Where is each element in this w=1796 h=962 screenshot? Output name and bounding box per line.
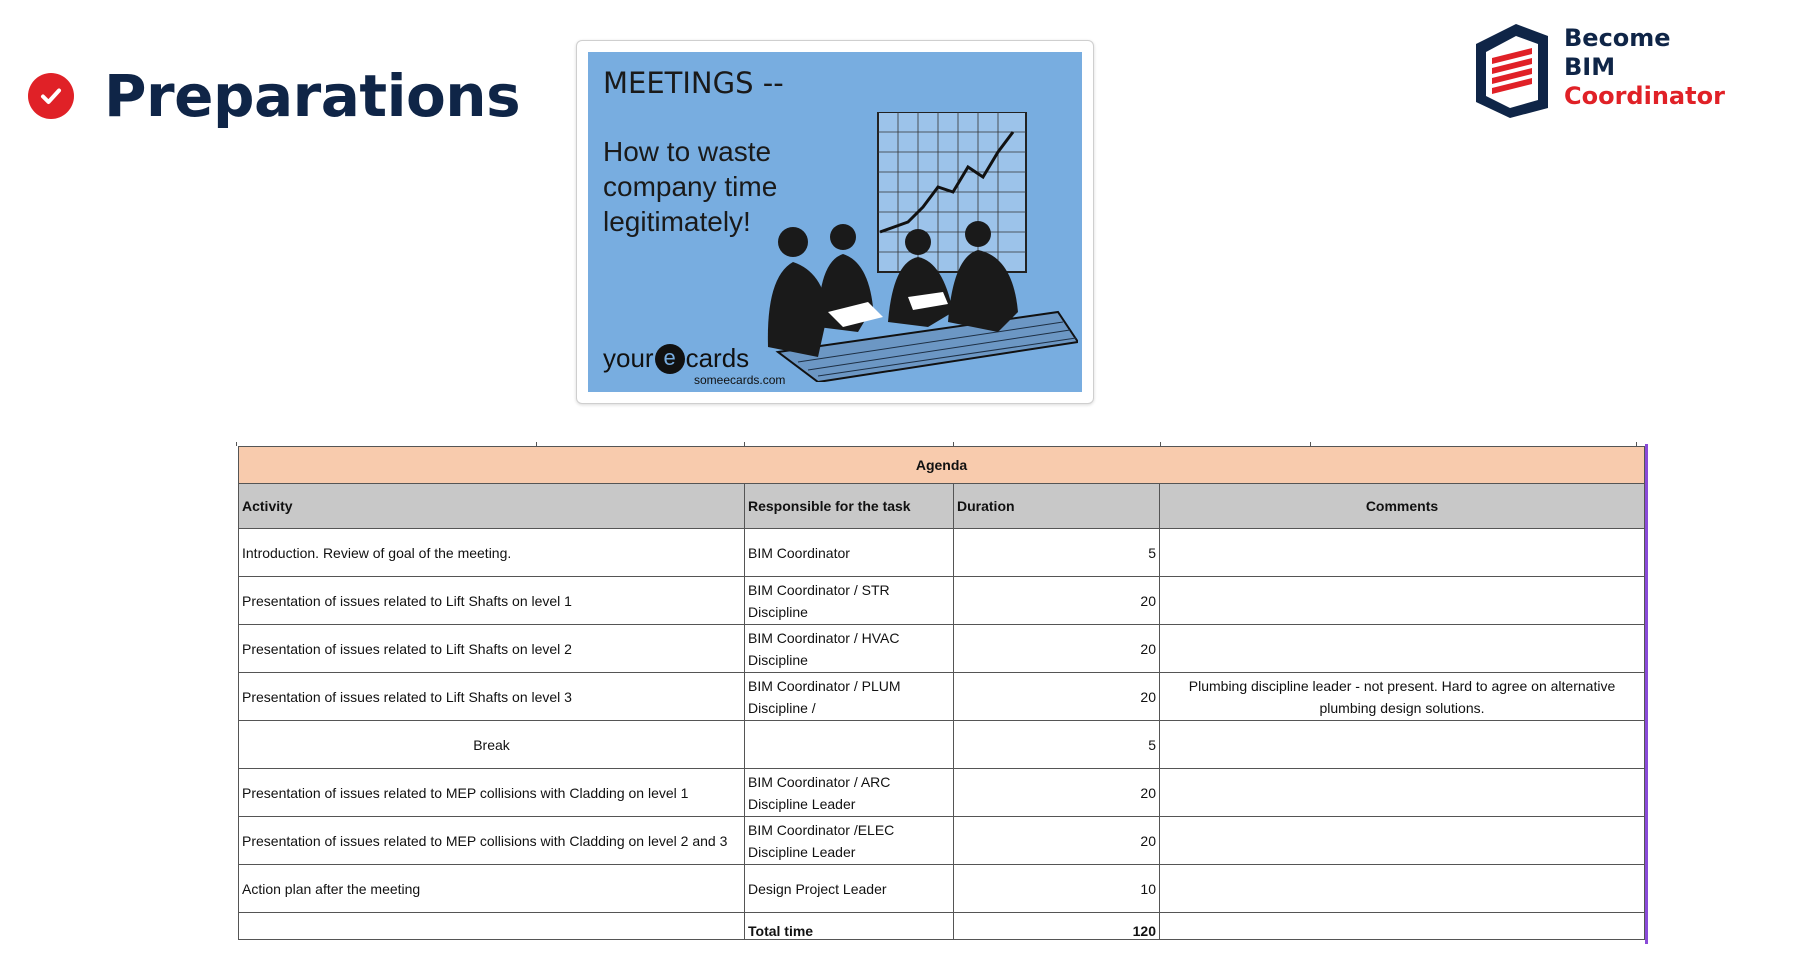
table-row (239, 529, 1645, 577)
table-row (239, 673, 1645, 721)
col-header-activity: Activity (239, 484, 745, 529)
duration-cell[interactable]: 5 (954, 721, 1160, 769)
duration-cell[interactable]: 20 (954, 673, 1160, 721)
table-row (239, 625, 1645, 673)
activity-cell[interactable]: Presentation of issues related to Lift Shafts on level 1 (239, 577, 745, 625)
table-row (239, 865, 1645, 913)
table-row (239, 817, 1645, 865)
responsible-cell[interactable]: BIM Coordinator / ARC Discipline Leader (745, 769, 954, 817)
responsible-cell[interactable]: Design Project Leader (745, 865, 954, 913)
comments-cell[interactable] (1160, 577, 1645, 625)
ecard-caption: How to waste company time legitimately! (603, 136, 778, 237)
meeting-illustration (758, 112, 1078, 382)
total-comments-cell[interactable] (1160, 913, 1645, 940)
duration-cell[interactable]: 20 (954, 625, 1160, 673)
agenda-title: Agenda (239, 447, 1645, 484)
total-label[interactable]: Total time (745, 913, 954, 940)
logo-text (1564, 24, 1725, 111)
ecard-brand (603, 343, 749, 374)
duration-cell[interactable]: 5 (954, 529, 1160, 577)
activity-cell[interactable]: Presentation of issues related to MEP collisions with Cladding on level 2 and 3 (239, 817, 745, 865)
comments-cell[interactable] (1160, 625, 1645, 673)
comments-cell[interactable] (1160, 865, 1645, 913)
agenda-title-row (239, 447, 1645, 484)
total-row (239, 913, 1645, 940)
total-value[interactable]: 120 (954, 913, 1160, 940)
ecard-brand-e: e (655, 344, 685, 374)
ecard-url: someecards.com (694, 373, 786, 387)
activity-cell[interactable]: Presentation of issues related to Lift Shafts on level 3 (239, 673, 745, 721)
activity-cell[interactable]: Action plan after the meeting (239, 865, 745, 913)
table-row (239, 769, 1645, 817)
ecard-heading: MEETINGS -- (603, 66, 784, 100)
logo-line-bim: BIM (1564, 53, 1616, 81)
building-logo-icon (1474, 22, 1554, 118)
ecard-brand-suffix: cards (685, 343, 750, 373)
brand-logo (1474, 22, 1734, 118)
activity-cell[interactable]: Break (239, 721, 745, 769)
logo-line-become: Become (1564, 24, 1671, 52)
title-block (28, 62, 520, 130)
total-empty-cell[interactable] (239, 913, 745, 940)
activity-cell[interactable]: Presentation of issues related to MEP collisions with Cladding on level 1 (239, 769, 745, 817)
table-row (239, 721, 1645, 769)
meeting-ecard-image (576, 40, 1094, 404)
col-header-duration: Duration (954, 484, 1160, 529)
responsible-cell[interactable]: BIM Coordinator / PLUM Discipline / (745, 673, 954, 721)
comments-cell[interactable] (1160, 529, 1645, 577)
activity-cell[interactable]: Presentation of issues related to Lift Shafts on level 2 (239, 625, 745, 673)
duration-cell[interactable]: 20 (954, 769, 1160, 817)
comments-cell[interactable] (1160, 721, 1645, 769)
ecard-brand-prefix: your (603, 343, 654, 373)
ecard-panel (588, 52, 1082, 392)
col-header-responsible: Responsible for the task (745, 484, 954, 529)
col-header-comments: Comments (1160, 484, 1645, 529)
responsible-cell[interactable]: BIM Coordinator (745, 529, 954, 577)
comments-cell[interactable]: Plumbing discipline leader - not present. Hard to agree on alternative plumbing design solutions. (1160, 673, 1645, 721)
agenda-table (238, 446, 1645, 940)
duration-cell[interactable]: 20 (954, 817, 1160, 865)
responsible-cell[interactable]: BIM Coordinator / STR Discipline (745, 577, 954, 625)
agenda-spreadsheet (236, 442, 1648, 962)
duration-cell[interactable]: 10 (954, 865, 1160, 913)
duration-cell[interactable]: 20 (954, 577, 1160, 625)
table-row (239, 577, 1645, 625)
comments-cell[interactable] (1160, 817, 1645, 865)
page-title: Preparations (104, 62, 521, 130)
selection-border (1645, 444, 1648, 944)
responsible-cell[interactable]: BIM Coordinator / HVAC Discipline (745, 625, 954, 673)
activity-cell[interactable]: Introduction. Review of goal of the meeting. (239, 529, 745, 577)
responsible-cell[interactable] (745, 721, 954, 769)
responsible-cell[interactable]: BIM Coordinator /ELEC Discipline Leader (745, 817, 954, 865)
header-row (239, 484, 1645, 529)
check-circle-icon (28, 73, 74, 119)
logo-line-coordinator: Coordinator (1564, 82, 1725, 110)
comments-cell[interactable] (1160, 769, 1645, 817)
